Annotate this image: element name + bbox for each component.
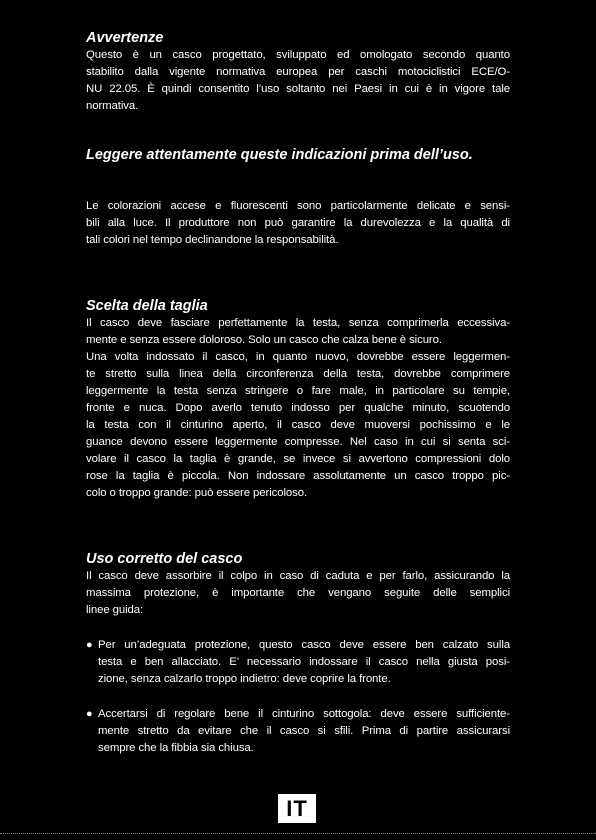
text-line: Le colorazioni accese e fluorescenti sono particolarmente delicate e sensi- — [86, 200, 510, 212]
text-line: massima protezione, è importante che vengano seguite delle semplici — [86, 587, 510, 599]
text-line: mente e senza essere doloroso. Solo un casco che calza bene è sicuro. — [86, 334, 442, 346]
language-badge: IT — [278, 794, 316, 823]
crop-line-divider — [0, 833, 596, 834]
text-line: zione, senza calzarlo troppo indietro: deve coprire la fronte. — [98, 673, 391, 685]
text-line: stabilito dalla vigente normativa europea per caschi motociclistici ECE/O- — [86, 66, 510, 78]
text-line: linee guida: — [86, 604, 144, 616]
text-line: Questo è un casco progettato, sviluppato ed omologato secondo quanto — [86, 49, 510, 61]
text-line: sempre che la fibbia sia chiusa. — [98, 742, 254, 754]
text-line: Per un’adeguata protezione, questo casco deve essere ben calzato sulla — [98, 639, 510, 651]
list-item — [86, 637, 510, 688]
warnings-paragraph — [86, 47, 510, 115]
colors-paragraph — [86, 198, 510, 249]
text-line: Il casco deve fasciare perfettamente la testa, senza comprimerla eccessiva- — [86, 317, 510, 329]
bullet-icon: ● — [86, 708, 93, 720]
text-line: testa e ben allacciato. E’ necessario indossare il casco nella giusta posi- — [98, 656, 510, 668]
size-title: Scelta della taglia — [86, 298, 208, 314]
text-line: normativa. — [86, 100, 139, 112]
text-line: Il casco deve assorbire il colpo in caso di caduta e per farlo, assicurando la — [86, 570, 510, 582]
use-paragraph — [86, 568, 510, 619]
text-line: NU 22.05. È quindi consentito l’uso soltanto nei Paesi in cui è in vigore tale — [86, 83, 510, 95]
document-page — [86, 30, 510, 757]
size-paragraph — [86, 315, 510, 502]
text-line: mente stretto da evitare che il casco si sfili. Prima di partire assicurarsi — [98, 725, 510, 737]
text-line: tali colori nel tempo declinandone la responsabilità. — [86, 234, 339, 246]
text-line: Una volta indossato il casco, in quanto nuovo, dovrebbe essere leggermen- — [86, 351, 510, 363]
text-line: rose la taglia è piccola. Non indossare assolutamente un casco troppo pic- — [86, 470, 510, 482]
use-title: Uso corretto del casco — [86, 551, 243, 567]
list-item — [86, 706, 510, 757]
text-line: la testa con il cinturino aperto, il casco deve muoversi pochissimo e le — [86, 419, 510, 431]
text-line: colo o troppo grande: può essere pericoloso. — [86, 487, 308, 499]
text-line: te stretto sulla linea della circonferenza della testa, dovrebbe comprimere — [86, 368, 510, 380]
warnings-title: Avvertenze — [86, 30, 164, 46]
read-notice: Leggere attentamente queste indicazioni prima dell’uso. — [86, 147, 473, 163]
text-line: leggermente la testa senza stringere o fare male, in particolare su tempie, — [86, 385, 510, 397]
text-line: volare il casco la taglia è grande, se invece si avvertono compressioni dolo — [86, 453, 510, 465]
text-line: bili alla luce. Il produttore non può garantire la durevolezza e la qualità di — [86, 217, 510, 229]
text-line: Accertarsi di regolare bene il cinturino sottogola: deve essere sufficiente- — [98, 708, 510, 720]
bullet-icon: ● — [86, 639, 93, 651]
text-line: guance devono essere leggermente compresse. Nel caso in cui si senta sci- — [86, 436, 510, 448]
text-line: fronte e nuca. Dopo averlo tenuto indosso per qualche minuto, scuotendo — [86, 402, 510, 414]
